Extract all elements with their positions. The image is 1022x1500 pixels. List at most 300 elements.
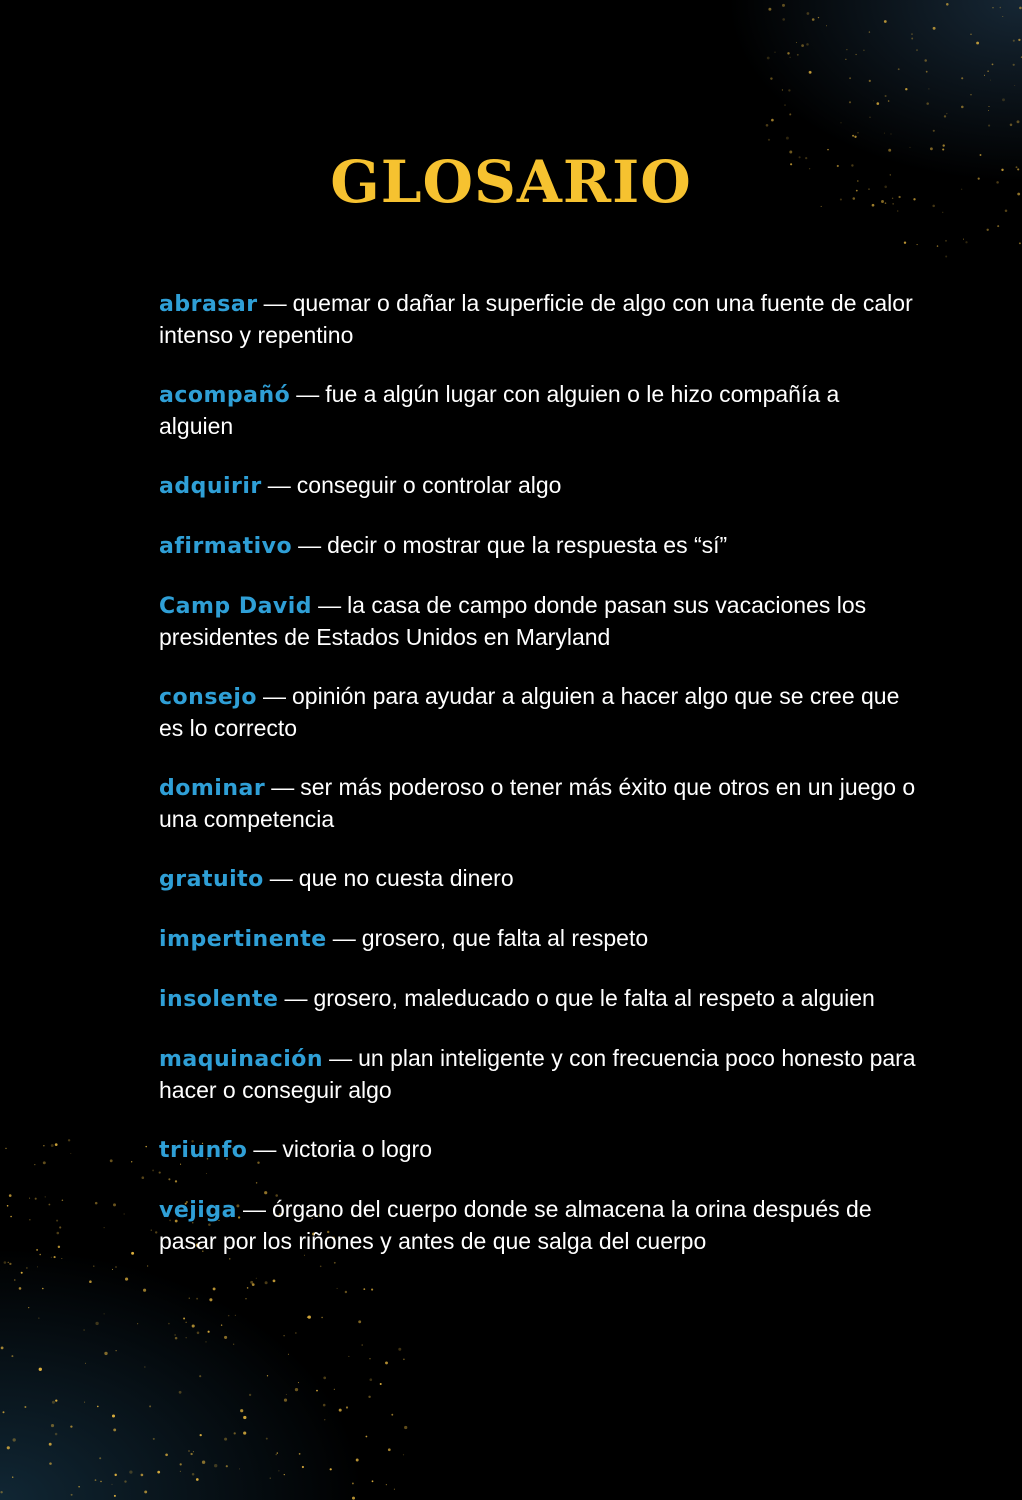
- term-dash: —: [332, 925, 356, 951]
- sparkle-dot: [196, 1298, 198, 1300]
- sparkle-dot: [49, 1462, 52, 1465]
- term-dash: —: [284, 985, 308, 1011]
- sparkle-dot: [19, 1287, 22, 1290]
- sparkle-dot: [782, 18, 785, 21]
- glossary-definition: conseguir o controlar algo: [296, 472, 562, 498]
- sparkle-dot: [124, 1480, 126, 1482]
- sparkle-dot: [55, 1433, 58, 1436]
- sparkle-dot: [234, 1432, 236, 1434]
- glossary-entry: [159, 288, 919, 351]
- sparkle-dot: [276, 1454, 277, 1455]
- sparkle-dot: [369, 1378, 372, 1381]
- sparkle-dot: [68, 1139, 70, 1141]
- sparkle-dot: [997, 225, 999, 227]
- sparkle-dot: [226, 1465, 228, 1467]
- sparkle-dot: [175, 1337, 178, 1340]
- sparkle-dot: [826, 25, 827, 26]
- sparkle-dot: [112, 1484, 113, 1485]
- sparkle-dot: [152, 1169, 154, 1171]
- sparkle-dot: [43, 1145, 44, 1146]
- sparkle-dot: [56, 1220, 58, 1222]
- sparkle-dot: [801, 44, 804, 47]
- sparkle-dot: [990, 80, 991, 81]
- sparkle-dot: [970, 34, 972, 36]
- sparkle-dot: [8, 1262, 9, 1263]
- sparkle-dot: [363, 1288, 365, 1290]
- sparkle-dot: [352, 1497, 355, 1500]
- sparkle-dot: [200, 1434, 202, 1436]
- glossary-definition: órgano del cuerpo donde se almacena la orina después de pasar por los riñones y antes de que salga del cuerpo: [159, 1196, 872, 1254]
- glossary-entry: [159, 681, 919, 744]
- sparkle-dot: [337, 1288, 338, 1289]
- sparkle-dot: [928, 88, 929, 89]
- glossary-definition: opinión para ayudar a alguien a hacer algo que se cree que es lo correcto: [159, 683, 900, 741]
- sparkle-dot: [157, 1471, 160, 1474]
- sparkle-dot: [796, 42, 797, 43]
- glossary-entry: [159, 983, 919, 1015]
- sparkle-dot: [849, 77, 851, 79]
- sparkle-dot: [131, 1252, 134, 1255]
- glossary-entry: [159, 1134, 919, 1166]
- sparkle-dot: [0, 1491, 2, 1493]
- sparkle-dot: [239, 1468, 240, 1469]
- sparkle-dot: [93, 1265, 94, 1266]
- sparkle-dot: [213, 1287, 216, 1290]
- sparkle-dot: [85, 1363, 86, 1364]
- sparkle-dot: [192, 1473, 195, 1476]
- sparkle-dot: [933, 27, 936, 30]
- glossary-definition: un plan inteligente y con frecuencia poco honesto para hacer o conseguir algo: [159, 1045, 916, 1103]
- sparkle-dot: [116, 1350, 117, 1351]
- sparkle-dot: [95, 1202, 98, 1205]
- sparkle-dot: [99, 1457, 101, 1459]
- glossary-term: gratuito: [159, 867, 264, 892]
- glossary-term: Camp David: [159, 594, 313, 619]
- sparkle-dot: [104, 1352, 107, 1355]
- sparkle-dot: [965, 241, 967, 243]
- sparkle-dot: [153, 1438, 155, 1440]
- sparkle-dot: [48, 1204, 50, 1206]
- sparkle-dot: [917, 244, 918, 245]
- sparkle-dot: [49, 1443, 52, 1446]
- sparkle-dot: [131, 1161, 132, 1162]
- sparkle-dot: [54, 1256, 56, 1258]
- sparkle-dot: [988, 106, 989, 107]
- sparkle-dot: [142, 1176, 145, 1179]
- sparkle-dot: [298, 1382, 299, 1383]
- sparkle-dot: [62, 1200, 64, 1202]
- sparkle-dot: [788, 89, 790, 91]
- sparkle-dot: [240, 1409, 243, 1412]
- sparkle-dot: [168, 1323, 170, 1325]
- sparkle-dot: [924, 59, 927, 62]
- sparkle-dot: [61, 1258, 62, 1259]
- glossary-term: abrasar: [159, 292, 258, 317]
- sparkle-dot: [943, 144, 945, 146]
- sparkle-dot: [245, 1298, 246, 1299]
- sparkle-dot: [57, 1232, 60, 1235]
- sparkle-dot: [845, 59, 846, 60]
- sparkle-dot: [888, 100, 890, 102]
- sparkle-dot: [13, 1438, 16, 1441]
- sparkle-dot: [786, 137, 789, 140]
- sparkle-dot: [1002, 98, 1005, 101]
- page-title: GLOSARIO: [330, 148, 692, 216]
- glossary-term: consejo: [159, 685, 257, 710]
- sparkle-dot: [911, 38, 913, 40]
- sparkle-dot: [192, 1324, 195, 1327]
- sparkle-dot: [221, 1324, 222, 1325]
- sparkle-dot: [386, 1484, 387, 1485]
- glossary-definition: grosero, que falta al respeto: [361, 925, 649, 951]
- sparkle-dot: [356, 1459, 359, 1462]
- sparkle-dot: [95, 1322, 98, 1325]
- sparkle-dot: [961, 77, 963, 79]
- glossary-definition: fue a algún lugar con alguien o le hizo compañía a alguien: [159, 381, 840, 439]
- glossary-definition: ser más poderoso o tener más éxito que otros en un juego o una competencia: [159, 774, 916, 832]
- sparkle-dot: [284, 1399, 287, 1402]
- sparkle-dot: [97, 1406, 99, 1408]
- sparkle-dot: [78, 1486, 79, 1487]
- glossary-term: acompañó: [159, 383, 291, 408]
- sparkle-dot: [302, 1466, 304, 1468]
- sparkle-dot: [43, 1161, 46, 1164]
- sparkle-dot: [774, 52, 775, 53]
- sparkle-dot: [857, 132, 858, 133]
- sparkle-dot: [71, 1494, 73, 1496]
- sparkle-dot: [898, 68, 900, 70]
- sparkle-dot: [388, 1448, 391, 1451]
- sparkle-dot: [905, 88, 907, 90]
- sparkle-dot: [214, 1464, 217, 1467]
- sparkle-dot: [1019, 7, 1022, 10]
- sparkle-dot: [26, 1267, 27, 1268]
- sparkle-dot: [358, 1320, 361, 1323]
- sparkle-dot: [806, 43, 809, 46]
- sparkle-dot: [113, 1428, 116, 1431]
- sparkle-dot: [286, 1394, 287, 1395]
- sparkle-dot: [70, 1425, 72, 1427]
- sparkle-dot: [308, 1315, 311, 1318]
- glossary-term: maquinación: [159, 1047, 324, 1072]
- sparkle-dot: [233, 1344, 234, 1345]
- sparkle-dot: [352, 1482, 354, 1484]
- glossary-definition: victoria o logro: [282, 1136, 432, 1162]
- sparkle-dot: [24, 1406, 26, 1408]
- sparkle-dot: [339, 1409, 342, 1412]
- sparkle-dot: [1010, 124, 1013, 127]
- sparkle-dot: [295, 1332, 296, 1333]
- sparkle-dot: [52, 1401, 55, 1404]
- glossary-definition: decir o mostrar que la respuesta es “sí”: [327, 532, 728, 558]
- sparkle-dot: [70, 1153, 71, 1154]
- sparkle-dot: [371, 1289, 373, 1291]
- glossary-term: triunfo: [159, 1138, 248, 1163]
- sparkle-dot: [404, 1426, 407, 1429]
- sparkle-dot: [42, 1288, 44, 1290]
- sparkle-dot: [149, 1405, 151, 1407]
- sparkle-dot: [1018, 39, 1020, 41]
- sparkle-dot: [55, 1143, 58, 1146]
- sparkle-dot: [369, 1358, 370, 1359]
- glossary-definition: que no cuesta dinero: [298, 865, 514, 891]
- sparkle-dot: [188, 1450, 190, 1452]
- glossary-list: [159, 288, 919, 1285]
- glossary-entry: [159, 863, 919, 895]
- glossary-term: adquirir: [159, 474, 262, 499]
- sparkle-dot: [193, 1451, 194, 1452]
- sparkle-dot: [963, 239, 964, 240]
- sparkle-dot: [295, 1388, 298, 1391]
- sparkle-dot: [179, 1391, 182, 1394]
- sparkle-dot: [946, 113, 947, 114]
- sparkle-dot: [186, 1322, 187, 1323]
- term-dash: —: [296, 381, 320, 407]
- glossary-entry: [159, 923, 919, 955]
- sparkle-dot: [863, 49, 865, 51]
- sparkle-dot: [147, 1266, 148, 1267]
- sparkle-dot: [51, 1424, 54, 1427]
- sparkle-dot: [787, 52, 789, 54]
- sparkle-dot: [904, 241, 906, 243]
- term-dash: —: [242, 1196, 266, 1222]
- sparkle-dot: [1013, 40, 1015, 42]
- glossary-entry: [159, 772, 919, 835]
- sparkle-dot: [10, 1216, 12, 1218]
- sparkle-dot: [137, 1323, 138, 1324]
- sparkle-dot: [266, 1438, 268, 1440]
- sparkle-dot: [112, 1414, 115, 1417]
- sparkle-dot: [95, 1479, 97, 1481]
- glossary-entry: [159, 470, 919, 502]
- sparkle-dot: [854, 136, 856, 138]
- sparkle-dot: [100, 1481, 101, 1482]
- sparkle-dot: [84, 1402, 85, 1403]
- sparkle-dot: [961, 106, 964, 109]
- term-dash: —: [263, 683, 286, 709]
- sparkle-dot: [21, 1272, 23, 1274]
- sparkle-dot: [1002, 16, 1003, 17]
- sparkle-dot: [83, 1329, 85, 1331]
- sparkle-dot: [124, 1214, 125, 1215]
- sparkle-dot: [368, 1396, 370, 1398]
- sparkle-dot: [165, 1453, 168, 1456]
- sparkle-dot: [125, 1278, 128, 1281]
- sparkle-dot: [1, 1347, 4, 1350]
- sparkle-dot: [55, 1399, 57, 1401]
- sparkle-dot: [143, 1289, 146, 1292]
- sparkle-dot: [28, 1307, 29, 1308]
- sparkle-dot: [45, 1196, 46, 1197]
- sparkle-dot: [36, 1249, 38, 1251]
- sparkle-dot: [346, 1406, 348, 1408]
- sparkle-dot: [366, 1436, 368, 1438]
- sparkle-dot: [884, 20, 887, 23]
- sparkle-dot: [987, 70, 989, 72]
- sparkle-dot: [770, 77, 772, 79]
- sparkle-dot: [114, 1495, 116, 1497]
- sparkle-dot: [1000, 7, 1002, 9]
- sparkle-dot: [812, 18, 815, 21]
- sparkle-dot: [768, 8, 771, 11]
- sparkle-dot: [926, 102, 929, 105]
- term-dash: —: [267, 472, 291, 498]
- sparkle-dot: [1014, 85, 1015, 86]
- sparkle-dot: [235, 1315, 236, 1316]
- sparkle-dot: [840, 122, 841, 123]
- sparkle-dot: [348, 1356, 349, 1357]
- sparkle-dot: [869, 116, 871, 118]
- sparkle-dot: [372, 1480, 374, 1482]
- sparkle-dot: [9, 1263, 11, 1265]
- sparkle-dot: [945, 256, 947, 258]
- term-dash: —: [253, 1136, 277, 1162]
- sparkle-dot: [51, 1257, 52, 1258]
- sparkle-dot: [394, 1489, 395, 1490]
- sparkle-dot: [145, 1146, 146, 1147]
- sparkle-dot: [113, 1203, 116, 1206]
- term-dash: —: [269, 865, 293, 891]
- sparkle-dot: [208, 1331, 210, 1333]
- sparkle-dot: [114, 1474, 116, 1476]
- sparkle-dot: [277, 1452, 278, 1453]
- term-dash: —: [298, 532, 322, 558]
- glossary-entry: [159, 379, 919, 442]
- sparkle-dot: [155, 1231, 157, 1233]
- sparkle-dot: [89, 1280, 92, 1283]
- sparkle-dot: [855, 54, 856, 55]
- glossary-definition: grosero, maleducado o que le falta al respeto a alguien: [313, 985, 875, 1011]
- sparkle-dot: [1019, 242, 1021, 244]
- sparkle-dot: [196, 1478, 199, 1481]
- glossary-term: afirmativo: [159, 534, 293, 559]
- sparkle-dot: [988, 125, 990, 127]
- term-dash: —: [271, 774, 295, 800]
- sparkle-dot: [180, 1463, 182, 1465]
- sparkle-dot: [189, 1297, 190, 1298]
- sparkle-dot: [243, 1432, 246, 1435]
- sparkle-dot: [944, 115, 946, 117]
- sparkle-dot: [4, 1261, 7, 1264]
- sparkle-dot: [186, 1337, 187, 1338]
- sparkle-dot: [37, 1266, 38, 1267]
- glossary-entry: [159, 1194, 919, 1257]
- sparkle-dot: [3, 1411, 5, 1413]
- sparkle-dot: [324, 1419, 325, 1420]
- sparkle-dot: [7, 1446, 10, 1449]
- sparkle-dot: [391, 1414, 393, 1416]
- sparkle-dot: [247, 1287, 249, 1289]
- sparkle-dot: [784, 105, 785, 106]
- sparkle-dot: [937, 245, 938, 246]
- sparkle-dot: [846, 49, 847, 50]
- sparkle-dot: [283, 1335, 284, 1336]
- sparkle-dot: [385, 1361, 388, 1364]
- sparkle-dot: [110, 1159, 113, 1162]
- sparkle-dot: [151, 1229, 152, 1230]
- sparkle-dot: [299, 1453, 301, 1455]
- sparkle-dot: [782, 89, 783, 90]
- sparkle-dot: [873, 100, 874, 101]
- sparkle-dot: [809, 71, 812, 74]
- sparkle-dot: [933, 130, 935, 132]
- sparkle-dot: [38, 1318, 39, 1319]
- sparkle-dot: [14, 1279, 15, 1280]
- sparkle-dot: [992, 7, 993, 8]
- glossary-term: impertinente: [159, 927, 327, 952]
- glossary-term: insolente: [159, 987, 279, 1012]
- sparkle-dot: [890, 133, 891, 134]
- sparkle-dot: [970, 94, 971, 95]
- sparkle-dot: [330, 1468, 332, 1470]
- sparkle-dot: [51, 1144, 54, 1147]
- sparkle-dot: [984, 75, 985, 76]
- sparkle-dot: [270, 1478, 271, 1479]
- sparkle-dot: [144, 1490, 147, 1493]
- sparkle-dot: [174, 1334, 175, 1335]
- glossary-entry: [159, 1043, 919, 1106]
- sparkle-dot: [9, 1194, 12, 1197]
- sparkle-dot: [988, 110, 989, 111]
- sparkle-dot: [321, 1317, 322, 1318]
- sparkle-dot: [104, 1313, 105, 1314]
- sparkle-dot: [771, 119, 774, 122]
- sparkle-dot: [334, 1389, 335, 1390]
- sparkle-dot: [790, 57, 791, 58]
- sparkle-dot: [12, 1476, 13, 1477]
- sparkle-dot: [190, 1453, 192, 1455]
- sparkle-dot: [316, 1390, 318, 1392]
- sparkle-dot: [946, 3, 949, 6]
- sparkle-dot: [766, 124, 769, 127]
- glossary-term: vejiga: [159, 1198, 237, 1223]
- sparkle-dot: [59, 1226, 61, 1228]
- sparkle-dot: [11, 1355, 13, 1357]
- sparkle-dot: [1017, 120, 1020, 123]
- sparkle-dot: [29, 1198, 30, 1199]
- term-dash: —: [329, 1045, 353, 1071]
- sparkle-dot: [35, 1198, 37, 1200]
- sparkle-dot: [129, 1470, 132, 1473]
- sparkle-dot: [869, 31, 870, 32]
- sparkle-dot: [288, 1354, 289, 1355]
- sparkle-dot: [789, 113, 791, 115]
- sparkle-dot: [34, 1164, 35, 1165]
- sparkle-dot: [267, 1375, 268, 1376]
- glossary-definition: la casa de campo donde pasan sus vacaciones los presidentes de Estados Unidos en Maryland: [159, 592, 867, 650]
- sparkle-dot: [403, 1454, 404, 1455]
- sparkle-dot: [869, 80, 871, 82]
- term-dash: —: [318, 592, 342, 618]
- sparkle-dot: [345, 1291, 347, 1293]
- sparkle-dot: [1013, 64, 1015, 66]
- sparkle-dot: [380, 1383, 382, 1385]
- sparkle-dot: [112, 1269, 113, 1270]
- sparkle-dot: [104, 1227, 105, 1228]
- sparkle-dot: [7, 1205, 9, 1207]
- glossary-term: dominar: [159, 776, 266, 801]
- sparkle-dot: [987, 229, 989, 231]
- sparkle-dot: [39, 1368, 42, 1371]
- glossary-entry: [159, 590, 919, 653]
- sparkle-dot: [284, 1474, 285, 1475]
- sparkle-dot: [926, 71, 928, 73]
- glossary-definition: quemar o dañar la superficie de algo con una fuente de calor intenso y repentino: [159, 290, 913, 348]
- sparkle-dot: [807, 12, 810, 15]
- sparkle-dot: [992, 64, 994, 66]
- sparkle-dot: [877, 102, 880, 105]
- sparkle-dot: [249, 1394, 251, 1396]
